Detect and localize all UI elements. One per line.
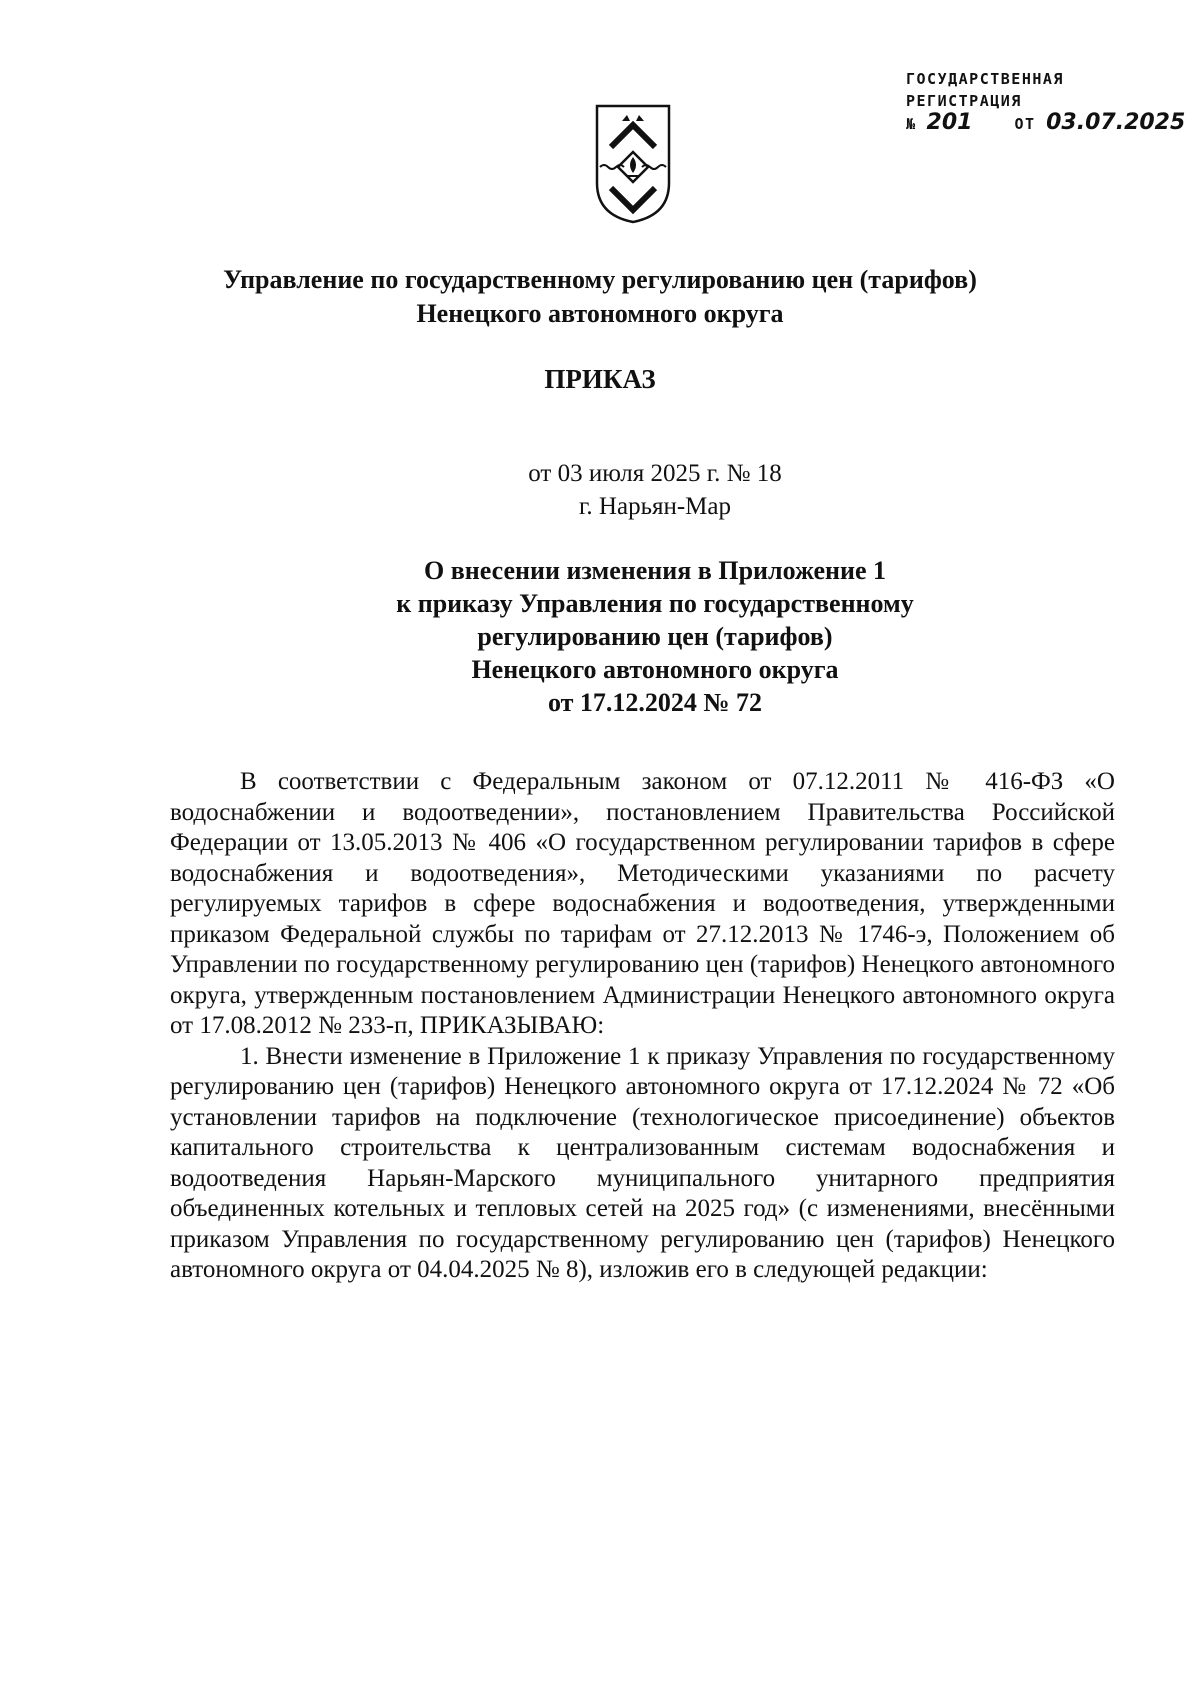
preamble-paragraph: В соответствии с Федеральным законом от 07.12.2011 № 416-ФЗ «О водоснабжении и водоотведении», постановлением Правительства Российской Федерации от 13.05.2013 № 406 «О государственном регулировании тарифов в сфере водоснабжения и водоотведения», Методическими указаниями по расчету регулируемых тарифов в сфере водоснабжения и водоотведения, утвержденными приказом Федеральной службы по тарифам от 27.12.2013 № 1746-э, Положением об Управлении по государственному регулированию цен (тарифов) Ненецкого автономного округа, утвержденным постановлением Администрации Ненецкого автономного округа от 17.08.2012 № 233-п, ПРИКАЗЫВАЮ: [170,768,1115,1039]
document-subject [150,554,1160,719]
stamp-line-1: ГОСУДАРСТВЕННАЯ [906,70,1064,88]
document-place: г. Нарьян-Мар [578,493,731,520]
subject-line-5: от 17.12.2024 № 72 [547,688,763,717]
coat-of-arms-icon [594,103,672,225]
document-body [170,767,1115,1286]
stamp-number-handwritten: 201 [926,110,973,135]
stamp-date-prefix: ОТ [1014,115,1036,133]
authority-line-2: Ненецкого автономного округа [416,299,784,328]
document-type: ПРИКАЗ [544,364,656,394]
stamp-number-row [906,110,1186,135]
subject-line-3: регулированию цен (тарифов) [477,622,833,651]
stamp-number-prefix: № [906,115,917,133]
subject-line-4: Ненецкого автономного округа [471,655,839,684]
subject-line-1: О внесении изменения в Приложение 1 [424,556,886,585]
subject-line-2: к приказу Управления по государственному [396,589,914,618]
clause-1-paragraph: 1. Внести изменение в Приложение 1 к приказу Управления по государственному регулированию цен (тарифов) Ненецкого автономного округа от 17.12.2024 № 72 «Об установлении тарифов на подключение (технологическое присоединение) объектов капитального строительства к централизованным системам водоснабжения и водоотведения Нарьян-Марского муниципального унитарного предприятия объединенных котельных и тепловых сетей на 2025 год» (с изменениями, внесёнными приказом Управления по государственному регулированию цен (тарифов) Ненецкого автономного округа от 04.04.2025 № 8), изложив его в следующей редакции: [170,1042,1115,1283]
stamp-date-handwritten: 03.07.2025 [1046,110,1186,135]
authority-line-1: Управление по государственному регулированию цен (тарифов) [223,265,977,294]
registration-stamp [906,68,1186,135]
authority-name [150,263,1050,331]
stamp-line-2: РЕГИСТРАЦИЯ [906,92,1022,110]
document-date-number: от 03 июля 2025 г. № 18 [528,460,782,487]
document-date-block [150,457,1160,523]
